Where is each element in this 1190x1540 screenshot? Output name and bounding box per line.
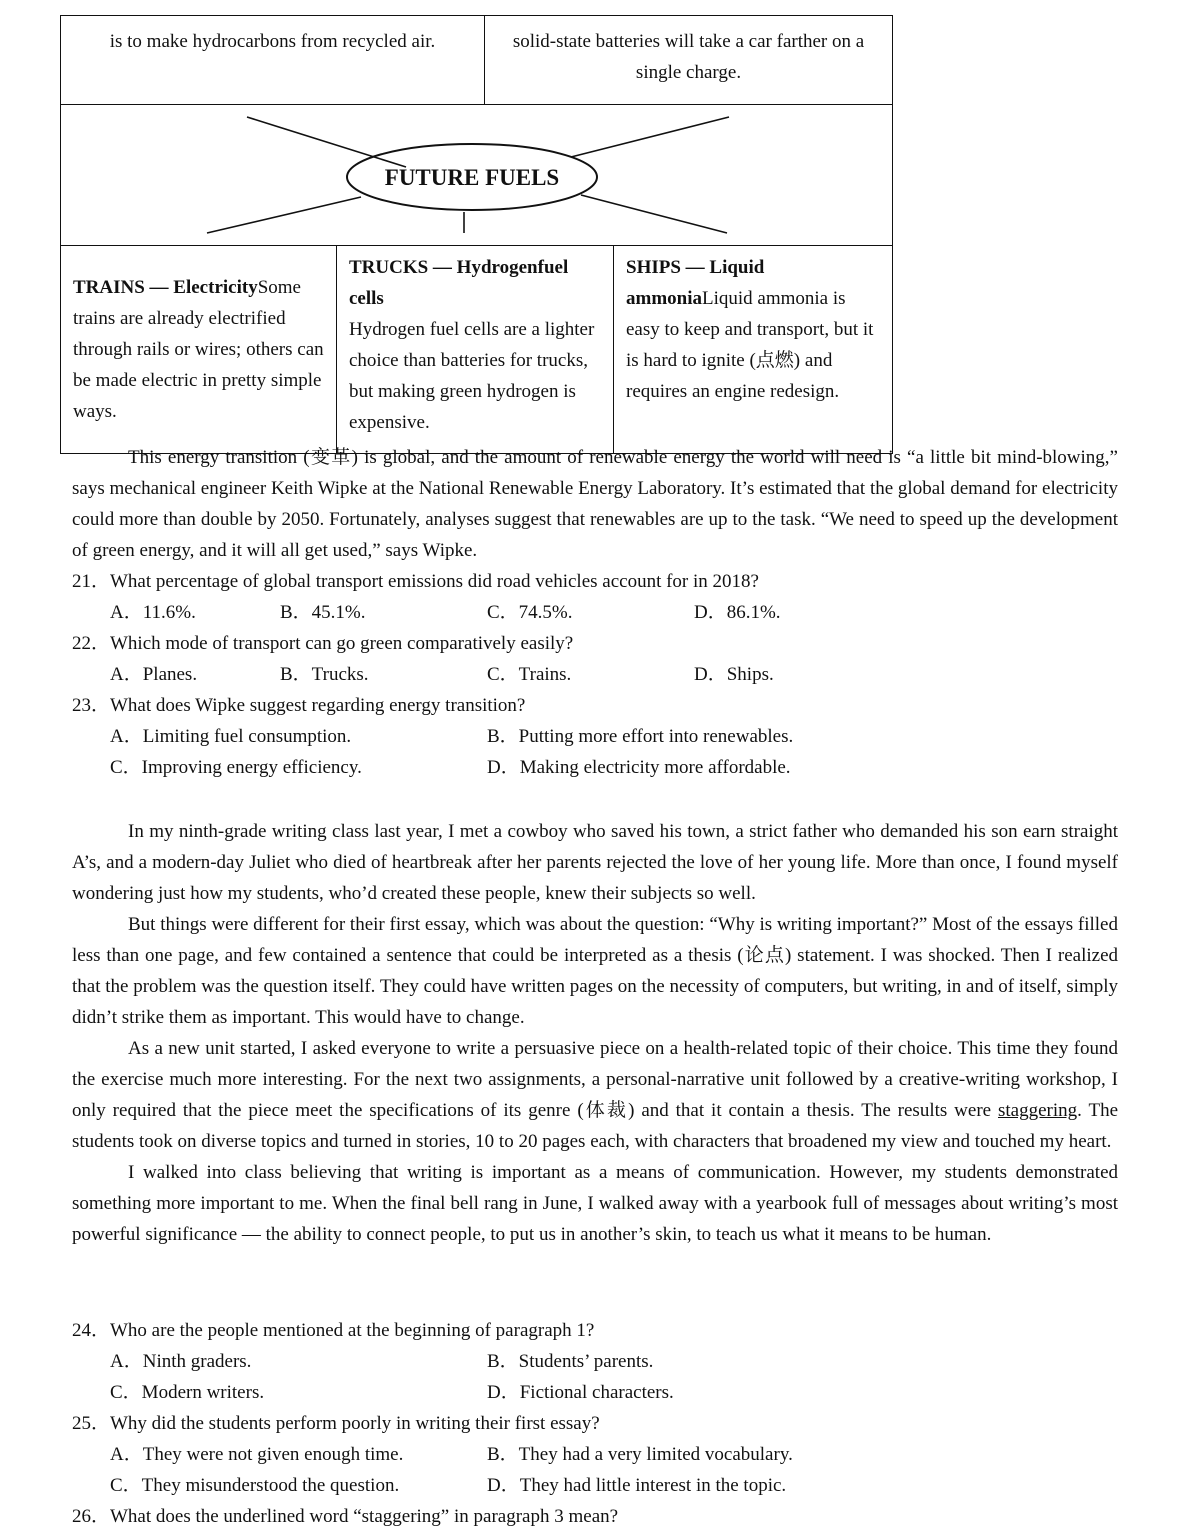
question-25-option-c: C．They misunderstood the question. bbox=[110, 1475, 400, 1496]
question-22-option-c: C．Trains. bbox=[487, 664, 572, 685]
paragraph-3-text-before: As a new unit started, I asked everyone to write a persuasive piece on a health-related topic of their choice. This time they found the exercise much more interesting. For the next two assignments, a personal-narrative unit followed by a creative-writing workshop, I only required that the piece meet the specifications of its genre (体裁) and that it contain a thesis. The results were bbox=[72, 1038, 1118, 1121]
passage-two-paragraph-1: In my ninth-grade writing class last year, I met a cowboy who saved his town, a strict father who demanded his son earn straight A’s, and a modern-day Juliet who died of heartbreak after her parents rejected the love of her young life. More than once, I found myself wondering just how my students, who’d created these people, knew their subjects so well. bbox=[72, 821, 1118, 904]
question-24-stem: 24．Who are the people mentioned at the beginning of paragraph 1? bbox=[72, 1320, 595, 1341]
figure-diagram-cell bbox=[61, 105, 893, 246]
question-22-option-d: D．Ships. bbox=[694, 664, 774, 685]
question-25-option-d: D．They had little interest in the topic. bbox=[487, 1475, 787, 1496]
question-21-option-d: D．86.1%. bbox=[694, 602, 781, 623]
ships-heading: SHIPS — Liquid ammonia bbox=[626, 257, 765, 309]
question-25-options-row2 bbox=[72, 1470, 1118, 1501]
question-24-options-row2 bbox=[72, 1377, 1118, 1408]
diagram-branch-line bbox=[571, 117, 729, 157]
figure-top-right-text: solid-state batteries will take a car farther on a single charge. bbox=[512, 31, 865, 83]
question-22-option-b: B．Trucks. bbox=[280, 664, 369, 685]
trucks-heading: TRUCKS — Hydrogenfuel cells bbox=[349, 257, 569, 309]
question-21-stem: 21．What percentage of global transport emissions did road vehicles account for in 2018? bbox=[72, 571, 759, 592]
questions-24-26 bbox=[72, 1315, 1118, 1532]
passage-two-paragraph-3 bbox=[72, 1033, 1118, 1157]
question-26-stem: 26．What does the underlined word “staggering” in paragraph 3 mean? bbox=[72, 1506, 619, 1527]
trucks-body: Hydrogen fuel cells are a lighter choice than batteries for trucks, but making green hydrogen is expensive. bbox=[349, 319, 595, 433]
future-fuels-diagram bbox=[61, 105, 891, 245]
question-24-options-row1 bbox=[72, 1346, 1118, 1377]
question-23-stem: 23．What does Wipke suggest regarding energy transition? bbox=[72, 695, 526, 716]
question-23-option-d: D．Making electricity more affordable. bbox=[487, 757, 791, 778]
passage-two bbox=[72, 816, 1118, 1250]
question-23-options-row2 bbox=[72, 752, 1118, 783]
question-21-options bbox=[72, 597, 1118, 628]
trains-cell bbox=[61, 246, 337, 454]
question-25-options-row1 bbox=[72, 1439, 1118, 1470]
passage-two-paragraph-4: I walked into class believing that writing is important as a means of communication. However, my students demonstrated something more important to me. When the final bell rang in June, I walked away with a yearbook full of messages about writing’s most powerful significance — the ability to connect people, to put us in another’s skin, to teach us what it means to be human. bbox=[72, 1162, 1118, 1245]
passage-one bbox=[72, 442, 1118, 566]
question-24-option-a: A．Ninth graders. bbox=[110, 1351, 252, 1372]
question-23-option-b: B．Putting more effort into renewables. bbox=[487, 726, 794, 747]
trucks-cell bbox=[337, 246, 614, 454]
passage-one-paragraph: This energy transition (变革) is global, and the amount of renewable energy the world will need is “a little bit mind-blowing,” says mechanical engineer Keith Wipke at the National Renewable Energy Laboratory. It’s estimated that the global demand for electricity could more than double by 2050. Fortunately, analyses suggest that renewables are up to the task. “We need to speed up the development of green energy, and it will all get used,” says Wipke. bbox=[72, 447, 1118, 561]
passage-two-paragraph-2: But things were different for their first essay, which was about the question: “Why is writing important?” Most of the essays filled less than one page, and few contained a sentence that could be interpreted as a thesis (论点) statement. I was shocked. Then I realized that the problem was the question itself. They could have written pages on the necessity of computers, but writing, in and of itself, simply didn’t strike them as important. This would have to change. bbox=[72, 914, 1119, 1028]
question-21-option-a: A．11.6%. bbox=[110, 602, 196, 623]
ships-body: Liquid ammonia is easy to keep and transport, but it is hard to ignite (点燃) and requires an engine redesign. bbox=[626, 288, 874, 402]
question-25-option-b: B．They had a very limited vocabulary. bbox=[487, 1444, 793, 1465]
paragraph-3-text-after: . The students took on diverse topics and turned in stories, 10 to 20 pages each, with characters that broadened my view and touched my heart. bbox=[72, 1100, 1119, 1152]
future-fuels-figure bbox=[60, 15, 893, 454]
question-25-stem: 25．Why did the students perform poorly in writing their first essay? bbox=[72, 1413, 600, 1434]
figure-top-left-text: is to make hydrocarbons from recycled air. bbox=[109, 31, 436, 52]
question-23-options-row1 bbox=[72, 721, 1118, 752]
question-24-option-d: D．Fictional characters. bbox=[487, 1382, 674, 1403]
diagram-branch-line bbox=[581, 195, 727, 233]
question-21-option-b: B．45.1%. bbox=[280, 602, 366, 623]
diagram-title: FUTURE FUELS bbox=[384, 165, 560, 190]
question-24-option-c: C．Modern writers. bbox=[110, 1382, 265, 1403]
question-22-stem: 22．Which mode of transport can go green comparatively easily? bbox=[72, 633, 574, 654]
question-24-option-b: B．Students’ parents. bbox=[487, 1351, 654, 1372]
question-22-options bbox=[72, 659, 1118, 690]
underlined-word-staggering: staggering bbox=[998, 1100, 1078, 1121]
trains-body: Some trains are already electrified through rails or wires; others can be made electric in pretty simple ways. bbox=[73, 277, 324, 422]
question-23-option-c: C．Improving energy efficiency. bbox=[110, 757, 362, 778]
diagram-branch-line bbox=[247, 117, 406, 167]
figure-top-right-cell bbox=[485, 16, 893, 105]
question-23-option-a: A．Limiting fuel consumption. bbox=[110, 726, 352, 747]
question-21-option-c: C．74.5%. bbox=[487, 602, 573, 623]
diagram-branch-line bbox=[207, 197, 361, 233]
trains-heading: TRAINS — Electricity bbox=[73, 277, 258, 298]
ships-cell bbox=[614, 246, 893, 454]
questions-21-23 bbox=[72, 566, 1118, 783]
question-25-option-a: A．They were not given enough time. bbox=[110, 1444, 404, 1465]
question-22-option-a: A．Planes. bbox=[110, 664, 198, 685]
figure-top-left-cell bbox=[61, 16, 485, 105]
